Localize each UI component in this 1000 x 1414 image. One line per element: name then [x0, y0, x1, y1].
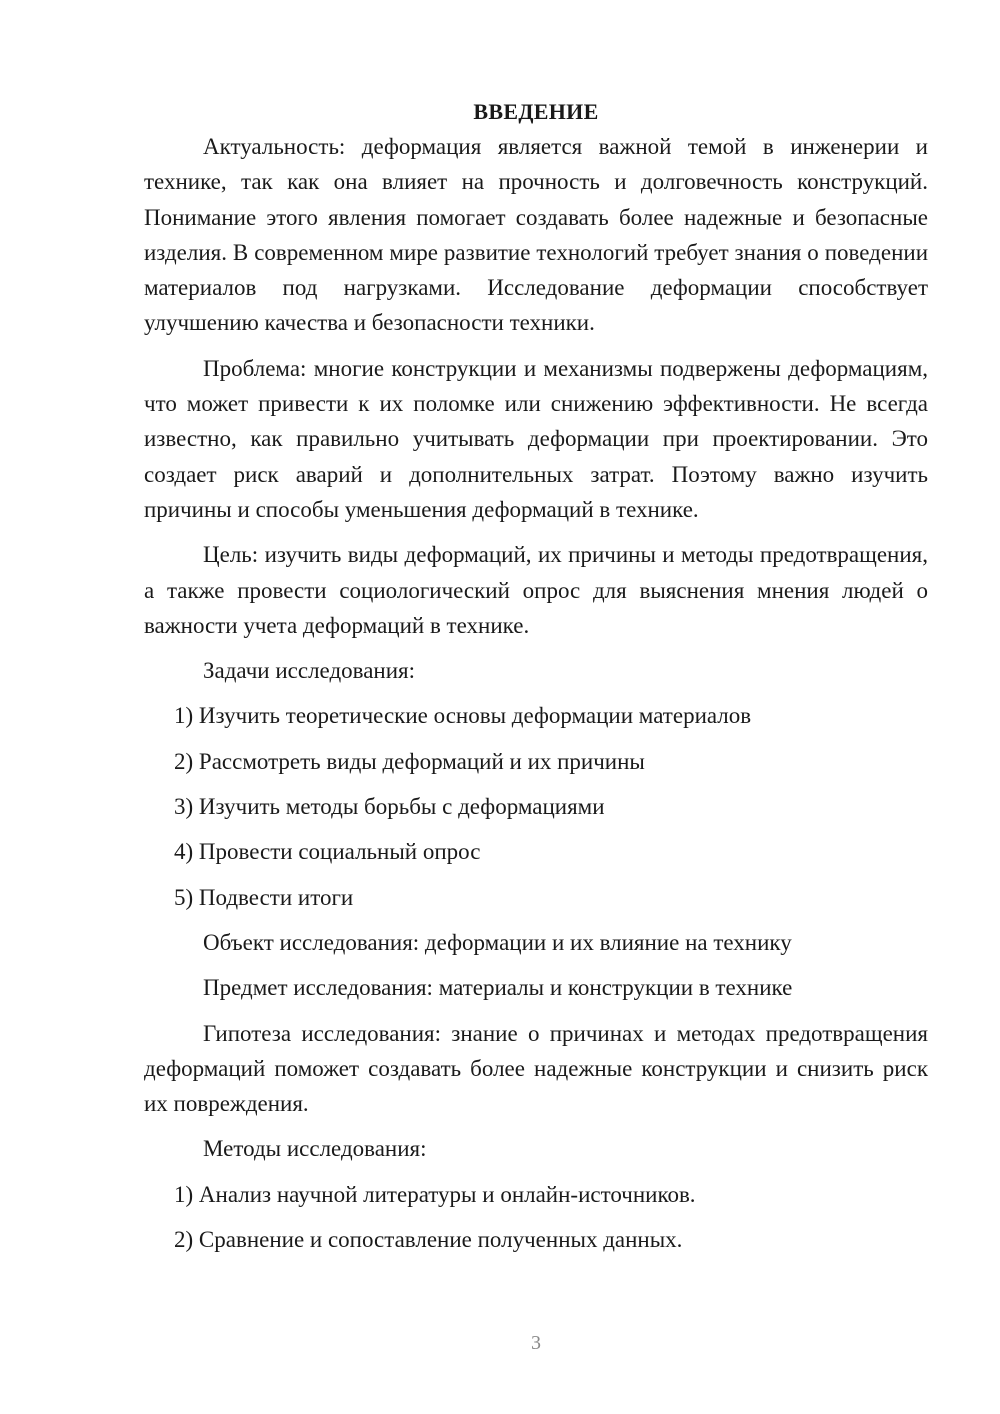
subject-line: Предмет исследования: материалы и конструкции в технике	[203, 975, 793, 1001]
relevance-paragraph: Актуальность: деформация является важной темой в инженерии и технике, так как она влияет на прочность и долговечность конструкций. Понимание этого явления помогает создавать более надежные и безопасные изделия. В современном мире развитие технологий требует знания о поведении материалов под нагрузками. Исследование деформации способствует улучшению качества и безопасности техники.	[144, 134, 928, 336]
task-item-1: 1) Изучить теоретические основы деформации материалов	[174, 703, 752, 729]
page-content	[144, 94, 928, 1257]
problem-paragraph: Проблема: многие конструкции и механизмы подвержены деформациям, что может привести к их поломке или снижению эффективности. Не всегда известно, как правильно учитывать деформации при проектировании. Это создает риск аварий и дополнительных затрат. Поэтому важно изучить причины и способы уменьшения деформаций в технике.	[144, 355, 928, 522]
task-item-4: 4) Провести социальный опрос	[174, 839, 481, 865]
task-item-3: 3) Изучить методы борьбы с деформациями	[174, 794, 605, 820]
method-item-2: 2) Сравнение и сопоставление полученных данных.	[174, 1227, 683, 1253]
tasks-label: Задачи исследования:	[203, 658, 416, 684]
goal-paragraph: Цель: изучить виды деформаций, их причины и методы предотвращения, а также провести социологический опрос для выяснения мнения людей о важности учета деформаций в технике.	[144, 542, 928, 638]
task-item-2: 2) Рассмотреть виды деформаций и их причины	[174, 748, 645, 774]
hypothesis-paragraph: Гипотеза исследования: знание о причинах и методах предотвращения деформаций поможет создавать более надежные конструкции и снизить риск их повреждения.	[144, 1020, 928, 1117]
page-number: 3	[531, 1332, 541, 1354]
object-line: Объект исследования: деформации и их влияние на технику	[203, 929, 792, 955]
task-item-5: 5) Подвести итоги	[174, 884, 354, 910]
method-item-1: 1) Анализ научной литературы и онлайн-источников.	[174, 1181, 696, 1207]
section-title: ВВЕДЕНИЕ	[473, 99, 599, 124]
methods-label: Методы исследования:	[203, 1136, 427, 1162]
